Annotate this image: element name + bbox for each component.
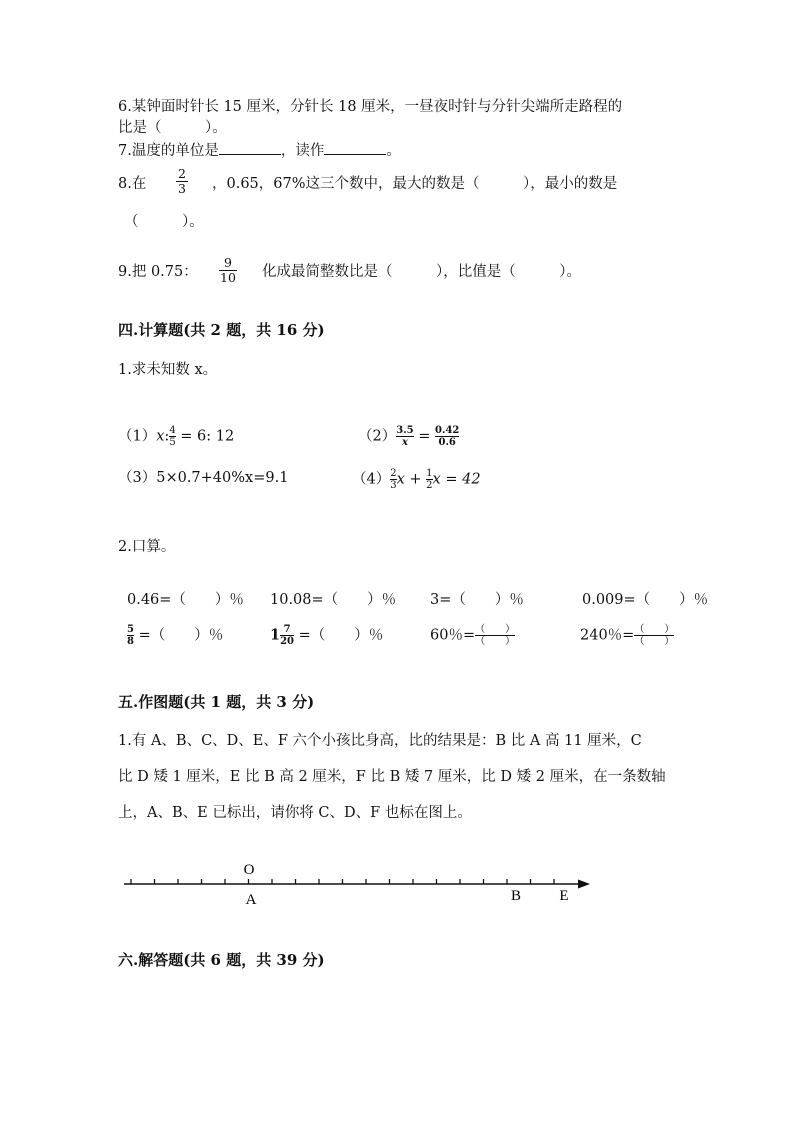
point-b-label: B [510,888,522,904]
eq4-den2: 2 [426,480,433,491]
q6-line1: 6.某钟面时针长 15 厘米，分针长 18 厘米，一昼夜时针与分针尖端所走路程的 [118,99,623,115]
eq2-right-den: 0.6 [438,437,456,448]
q7-blank-unit[interactable] [219,139,281,155]
eq4-label: （4） [352,471,391,488]
section5-line1: 1.有 A、B、C、D、E、F 六个小孩比身高，比的结果是：B 比 A 高 11 厘米，C [118,733,642,749]
equation-2 [358,425,459,448]
q9-frac-num: 9 [224,255,232,270]
oral-7 [430,624,515,647]
oral7-den: （ ） [475,636,516,647]
eq1-rest: = 6: 12 [175,428,235,445]
eq1-label: （1） [118,428,157,445]
origin-label: O [243,862,255,878]
equation-4 [352,468,481,491]
q7-end: 。 [386,143,401,159]
oral7-num: （ ） [475,624,516,635]
section4-q2-title: 2.口算。 [118,539,176,555]
eq2-label: （2） [358,428,397,445]
eq1-num: 4 [169,425,176,436]
section5-title: 五.作图题(共 1 题，共 3 分) [118,693,315,711]
oral-5 [127,624,223,647]
oral6-rest: =（ ）％ [294,627,384,644]
eq2-left-num: 3.5 [396,425,414,436]
oral8-num: （ ） [634,624,675,635]
eq4-rest: x = 42 [432,471,481,488]
oral-3: 3=（ ）％ [430,592,524,608]
eq2-right-num: 0.42 [435,425,460,436]
oral6-whole: 1 [270,626,281,644]
oral-1: 0.46=（ ）％ [127,592,244,608]
q8-pre: 8.在 [118,176,147,192]
equation-3: （3）5×0.7+40%x=9.1 [118,470,289,486]
q7-pre: 7.温度的单位是 [118,143,219,159]
q8-fraction [176,167,188,196]
arrow-right-icon [578,880,590,889]
oral8-den: （ ） [634,636,675,647]
oral5-rest: =（ ）％ [133,627,224,644]
eq1-colon: : [164,428,170,445]
eq4-x1: x [396,471,405,488]
oral-4: 0.009=（ ）％ [582,592,709,608]
section4-title: 四.计算题(共 2 题，共 16 分) [118,321,325,339]
point-e-label: E [559,888,569,904]
q8-line2: （ ）。 [124,214,204,230]
q7-mid: ，读作 [280,143,325,159]
q8-frac-den: 3 [178,181,186,196]
equation-1 [118,425,234,448]
eq4-num1: 2 [390,468,397,479]
eq4-den1: 3 [390,480,397,491]
section4-q1-title: 1.求未知数 x。 [118,362,218,378]
point-a-label: A [245,892,257,908]
section5-line2: 比 D 矮 1 厘米，E 比 B 高 2 厘米，F 比 B 矮 7 厘米，比 D 矮 2 厘米，在一条数轴 [118,769,666,785]
q9-frac-den: 10 [220,270,236,285]
oral-6 [270,624,383,647]
q7-blank-read[interactable] [324,139,386,155]
q9-pre: 9.把 0.75： [118,264,198,280]
q9-fraction [219,256,237,285]
number-line [0,850,794,910]
q8-frac-num: 2 [178,166,186,181]
eq4-plus: + [404,471,427,488]
oral5-den: 8 [127,636,134,647]
eq1-x: x [156,428,165,445]
oral8-pre: 240％= [580,627,635,644]
oral-8 [580,624,674,647]
eq1-den: 5 [169,437,176,448]
oral-2: 10.08=（ ）％ [270,592,397,608]
oral5-num: 5 [127,624,134,635]
eq2-equals: = [413,428,436,445]
q8-mid: ，0.65，67%这三个数中，最大的数是（ ），最小的数是 [212,176,618,192]
section6-title: 六.解答题(共 6 题，共 39 分) [118,951,325,969]
q6-line2: 比是（ ）。 [118,120,227,136]
oral6-num: 7 [283,624,291,635]
section5-line3: 上，A、B、E 已标出，请你将 C、D、F 也标在图上。 [118,805,472,821]
oral6-den: 20 [280,636,295,647]
q7 [118,139,401,161]
q9-post: 化成最简整数比是（ ），比值是（ ）。 [262,264,581,280]
oral7-pre: 60％= [430,627,476,644]
eq4-num2: 1 [426,468,433,479]
eq2-left-den: x [401,437,408,448]
